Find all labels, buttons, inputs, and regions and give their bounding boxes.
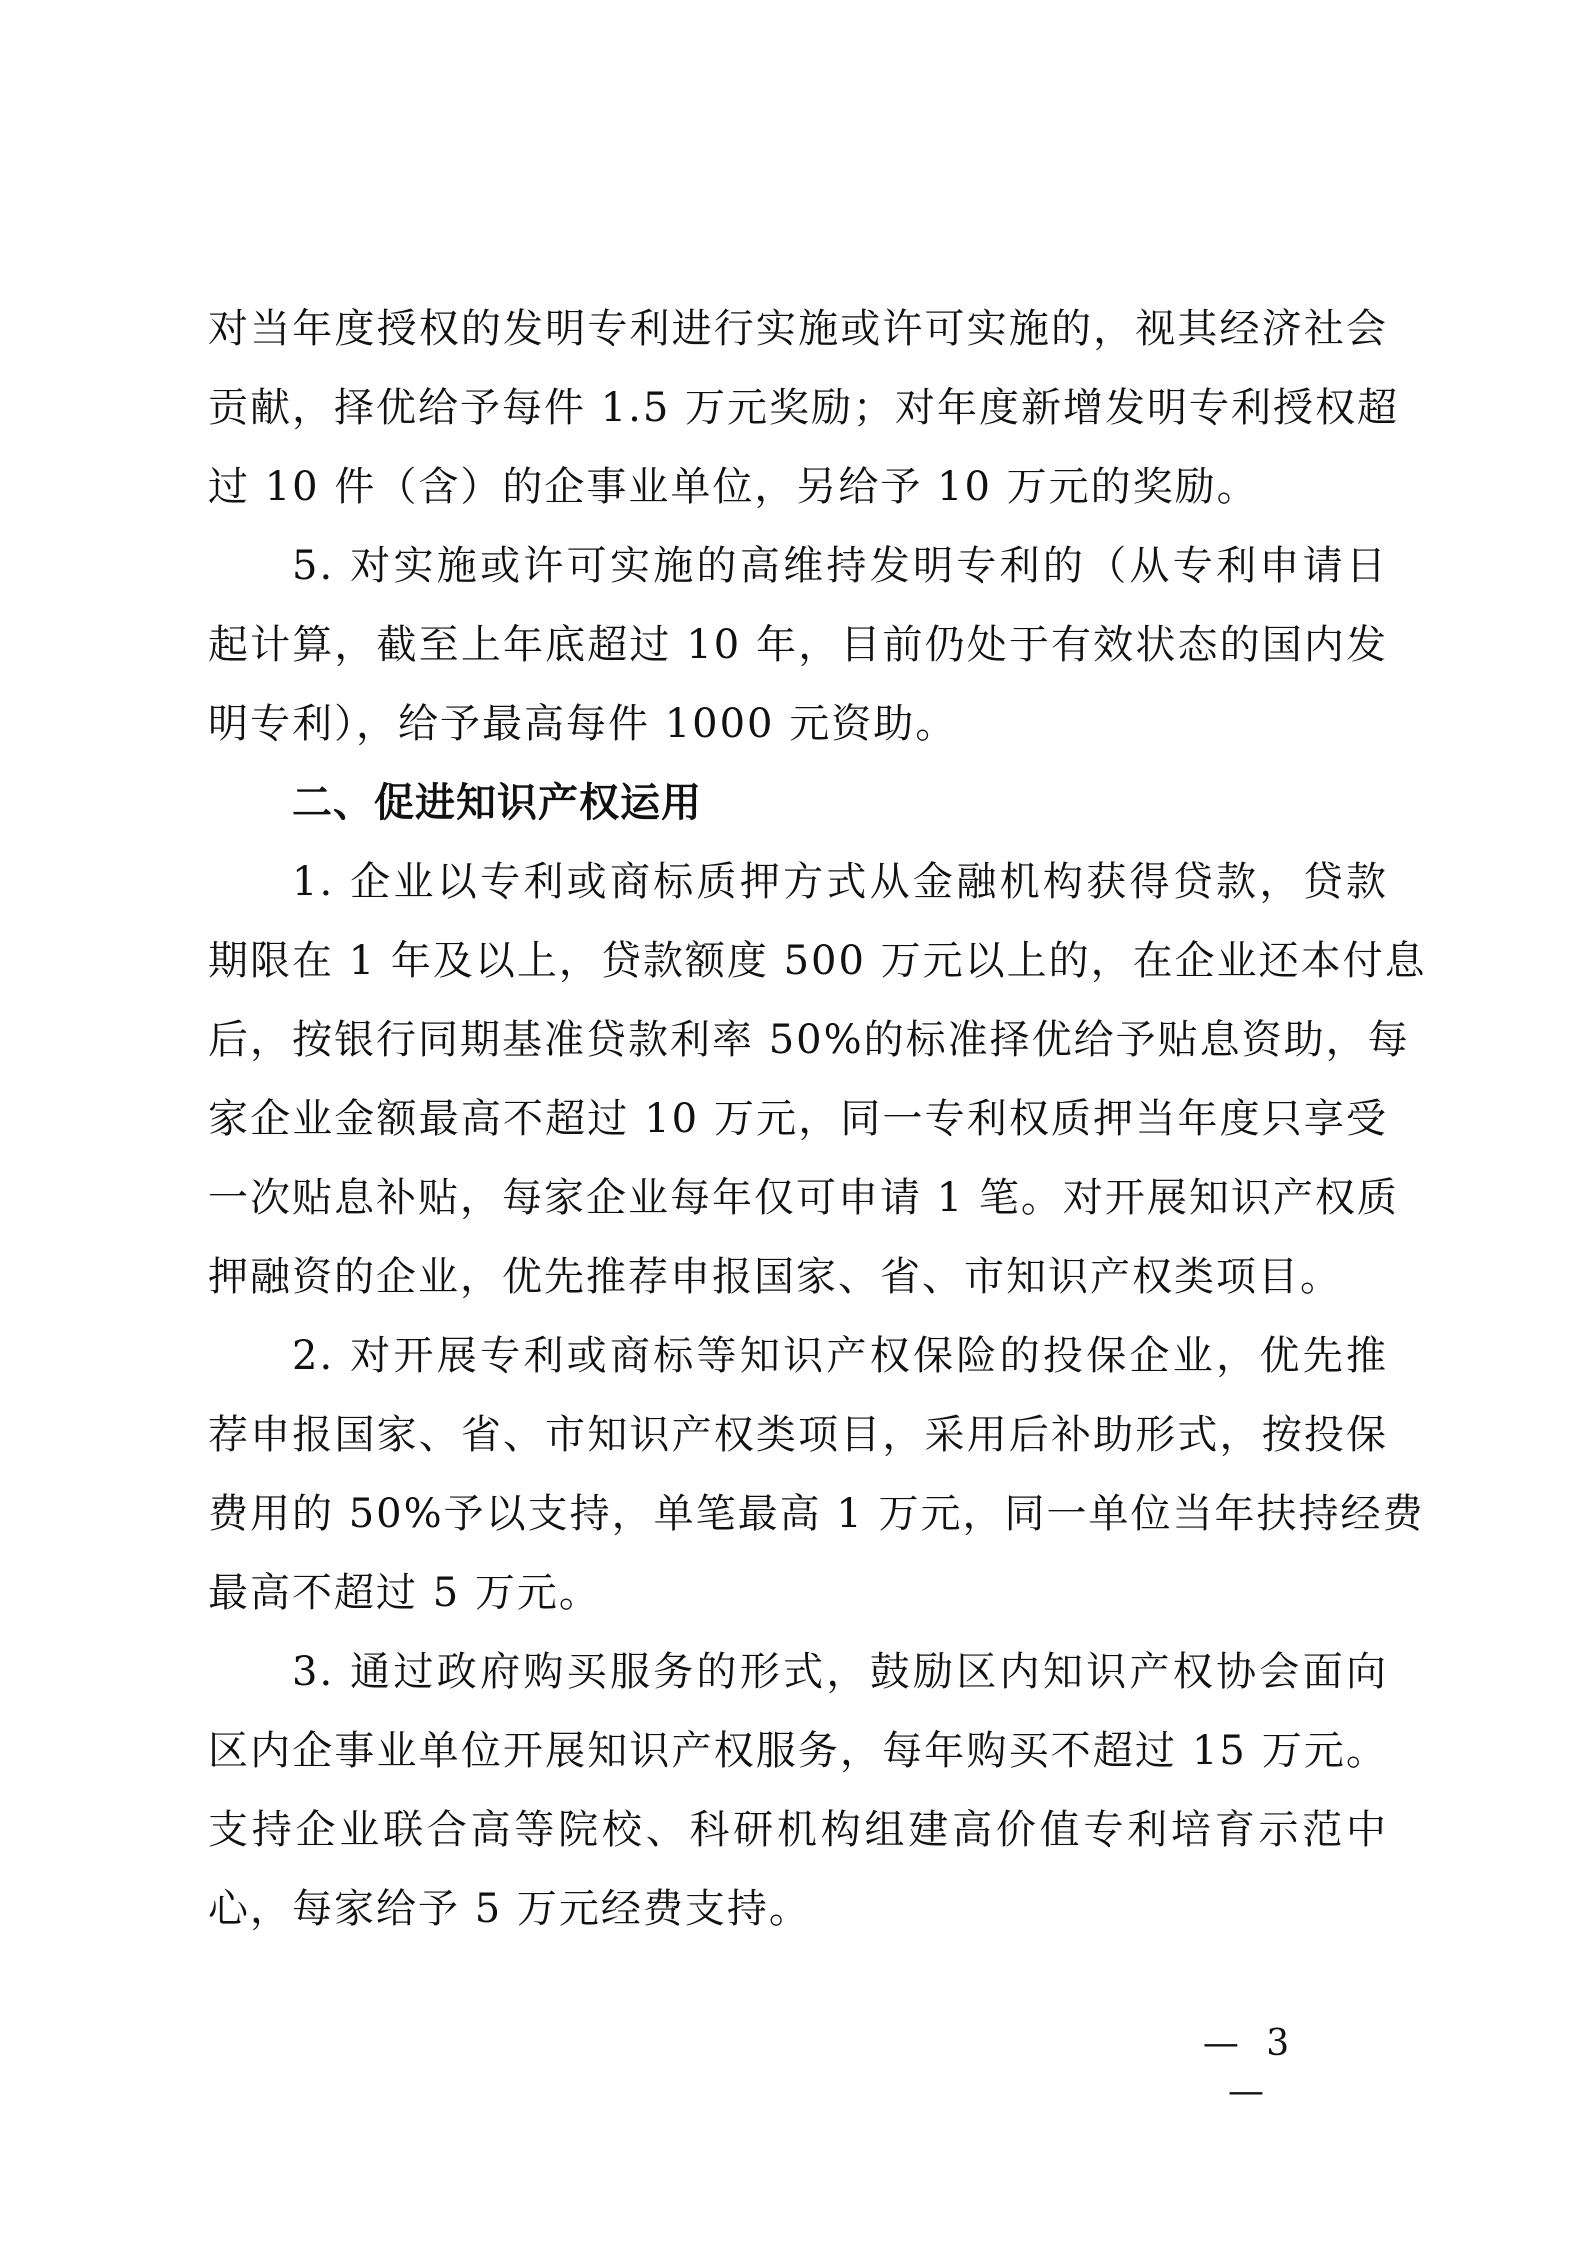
text-line: 区内企事业单位开展知识产权服务，每年购买不超过 15 万元。 — [208, 1728, 1388, 1774]
text-line: 支持企业联合高等院校、科研机构组建高价值专利培育示范中 — [208, 1807, 1388, 1853]
text-line: 贡献，择优给予每件 1.5 万元奖励；对年度新增发明专利授权超 — [208, 385, 1400, 431]
text-line: 押融资的企业，优先推荐申报国家、省、市知识产权类项目。 — [208, 1254, 1342, 1300]
text-line: 费用的 50%予以支持，单笔最高 1 万元，同一单位当年扶持经费 — [208, 1491, 1425, 1537]
paragraph-3-first-line: 3. 通过政府购买服务的形式，鼓励区内知识产权协会面向 — [292, 1649, 1388, 1695]
paragraph-5-first-line: 5. 对实施或许可实施的高维持发明专利的（从专利申请日 — [292, 543, 1388, 589]
text-line: 过 10 件（含）的企事业单位，另给予 10 万元的奖励。 — [208, 464, 1259, 510]
page-number: — 3 — — [1202, 2023, 1298, 2112]
text-line: 后，按银行同期基准贷款利率 50%的标准择优给予贴息资助，每 — [208, 1017, 1410, 1063]
text-line: 荐申报国家、省、市知识产权类项目，采用后补助形式，按投保 — [208, 1412, 1388, 1458]
text-line: 最高不超过 5 万元。 — [208, 1570, 601, 1616]
paragraph-1-first-line: 1. 企业以专利或商标质押方式从金融机构获得贷款，贷款 — [292, 859, 1388, 905]
text-line: 明专利），给予最高每件 1000 元资助。 — [208, 701, 958, 747]
text-line: 家企业金额最高不超过 10 万元，同一专利权质押当年度只享受 — [208, 1096, 1388, 1142]
text-line: 一次贴息补贴，每家企业每年仅可申请 1 笔。对开展知识产权质 — [208, 1175, 1399, 1221]
body-text — [208, 290, 1427, 1949]
section-heading: 二、促进知识产权运用 — [292, 780, 702, 826]
text-line: 对当年度授权的发明专利进行实施或许可实施的，视其经济社会 — [208, 306, 1388, 352]
text-line: 期限在 1 年及以上，贷款额度 500 万元以上的，在企业还本付息 — [208, 938, 1427, 984]
paragraph-2-first-line: 2. 对开展专利或商标等知识产权保险的投保企业，优先推 — [292, 1333, 1388, 1379]
text-line: 起计算，截至上年底超过 10 年，目前仍处于有效状态的国内发 — [208, 622, 1388, 668]
text-line: 心，每家给予 5 万元经费支持。 — [208, 1886, 811, 1932]
